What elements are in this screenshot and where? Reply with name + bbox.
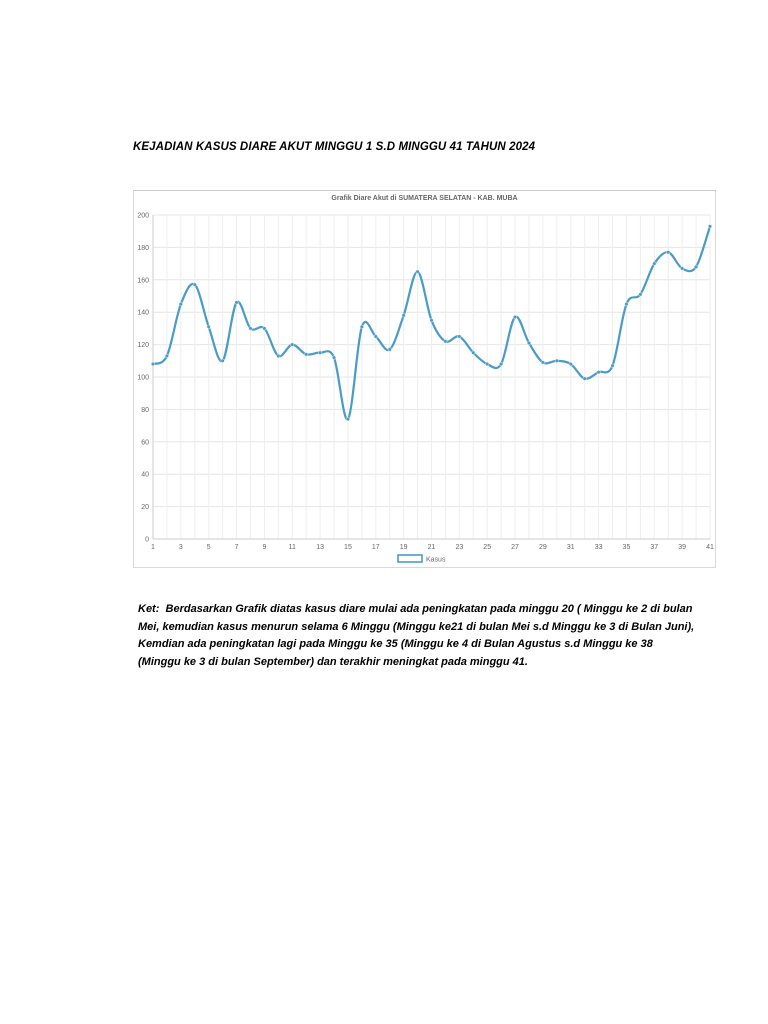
data-point[interactable] xyxy=(569,362,573,366)
data-point[interactable] xyxy=(388,348,392,352)
x-tick-label: 23 xyxy=(455,544,464,551)
data-point[interactable] xyxy=(583,377,587,381)
x-tick-label: 41 xyxy=(706,544,714,551)
data-point[interactable] xyxy=(193,283,197,287)
x-tick-label: 25 xyxy=(483,544,492,551)
data-point[interactable] xyxy=(485,362,489,366)
data-point[interactable] xyxy=(708,225,712,229)
data-point[interactable] xyxy=(555,359,559,363)
data-point[interactable] xyxy=(471,351,475,355)
data-point[interactable] xyxy=(639,293,643,297)
x-tick-label: 15 xyxy=(344,544,352,551)
note-label: Ket: xyxy=(138,603,160,615)
data-point[interactable] xyxy=(249,327,253,331)
data-point[interactable] xyxy=(625,302,629,306)
x-tick-label: 37 xyxy=(650,544,659,551)
data-point[interactable] xyxy=(151,362,155,366)
data-point[interactable] xyxy=(402,314,406,318)
chart-container xyxy=(133,190,716,568)
data-point[interactable] xyxy=(332,356,336,360)
grid xyxy=(153,215,710,539)
x-tick-label: 13 xyxy=(316,544,324,551)
data-point[interactable] xyxy=(430,319,434,323)
data-point[interactable] xyxy=(290,343,294,347)
chart-title: Grafik Diare Akut di SUMATERA SELATAN - KAB. MUBA xyxy=(331,195,518,202)
y-tick-label: 0 xyxy=(145,536,149,544)
data-point[interactable] xyxy=(263,327,267,331)
data-point[interactable] xyxy=(541,361,545,365)
data-point[interactable] xyxy=(235,301,239,305)
x-tick-label: 9 xyxy=(262,544,267,551)
data-point[interactable] xyxy=(374,335,378,339)
data-point[interactable] xyxy=(221,359,225,363)
data-point[interactable] xyxy=(360,325,364,329)
x-tick-label: 39 xyxy=(678,544,687,551)
data-point[interactable] xyxy=(458,335,462,339)
data-point[interactable] xyxy=(499,362,503,366)
y-tick-label: 100 xyxy=(137,374,149,382)
x-tick-label: 21 xyxy=(427,544,436,551)
data-point[interactable] xyxy=(680,267,684,271)
y-tick-label: 80 xyxy=(141,406,149,414)
data-point[interactable] xyxy=(513,315,517,319)
x-tick-label: 5 xyxy=(206,544,211,551)
note-text: Berdasarkan Grafik diatas kasus diare mulai ada peningkatan pada minggu 20 ( Minggu ke 2 di bulan Mei, kemudian kasus menurun selama 6 Minggu (Minggu ke21 di bulan Mei s.d Minggu ke 3 di Bulan Juni), Kemdian ada peningkatan lagi pada Minggu ke 35 (Minggu ke 4 di Bulan Agustus s.d Minggu ke 38 (Minggu ke 3 di bulan September) dan terakhir meningkat pada minggu 41. xyxy=(138,603,695,668)
y-tick-label: 20 xyxy=(141,504,149,512)
x-tick-label: 31 xyxy=(566,544,575,551)
data-point[interactable] xyxy=(165,354,169,358)
x-tick-label: 27 xyxy=(511,544,519,551)
data-point[interactable] xyxy=(179,302,183,306)
x-tick-label: 11 xyxy=(288,544,296,551)
legend-label-kasus: Kasus xyxy=(426,556,446,564)
x-tick-label: 7 xyxy=(234,544,239,551)
data-point[interactable] xyxy=(597,370,601,374)
data-point[interactable] xyxy=(304,353,308,357)
x-tick-label: 35 xyxy=(622,544,631,551)
x-tick-label: 3 xyxy=(178,544,183,551)
data-point[interactable] xyxy=(346,417,350,421)
x-tick-label: 1 xyxy=(151,544,155,551)
y-tick-label: 140 xyxy=(137,309,149,317)
data-point[interactable] xyxy=(318,351,322,355)
x-tick-label: 29 xyxy=(539,544,547,551)
x-tick-label: 19 xyxy=(399,544,408,551)
legend-swatch-kasus[interactable] xyxy=(398,555,422,562)
y-tick-label: 180 xyxy=(137,244,149,252)
y-tick-label: 60 xyxy=(141,439,149,447)
y-tick-label: 120 xyxy=(137,342,149,350)
data-point[interactable] xyxy=(444,340,448,344)
legend xyxy=(398,555,446,564)
data-point[interactable] xyxy=(694,265,698,269)
y-tick-label: 200 xyxy=(137,212,149,220)
y-tick-label: 160 xyxy=(137,277,149,285)
data-point[interactable] xyxy=(527,341,531,345)
data-point[interactable] xyxy=(653,262,657,266)
chart-note xyxy=(138,601,698,671)
document-title: KEJADIAN KASUS DIARE AKUT MINGGU 1 S.D MINGGU 41 TAHUN 2024 xyxy=(133,141,536,153)
data-point[interactable] xyxy=(277,354,281,358)
x-tick-label: 17 xyxy=(371,544,380,551)
data-point[interactable] xyxy=(611,364,615,368)
y-tick-label: 40 xyxy=(141,471,149,479)
line-chart xyxy=(133,190,716,568)
x-tick-label: 33 xyxy=(594,544,603,551)
data-point[interactable] xyxy=(666,250,670,254)
data-point[interactable] xyxy=(416,270,420,274)
data-point[interactable] xyxy=(207,325,211,329)
